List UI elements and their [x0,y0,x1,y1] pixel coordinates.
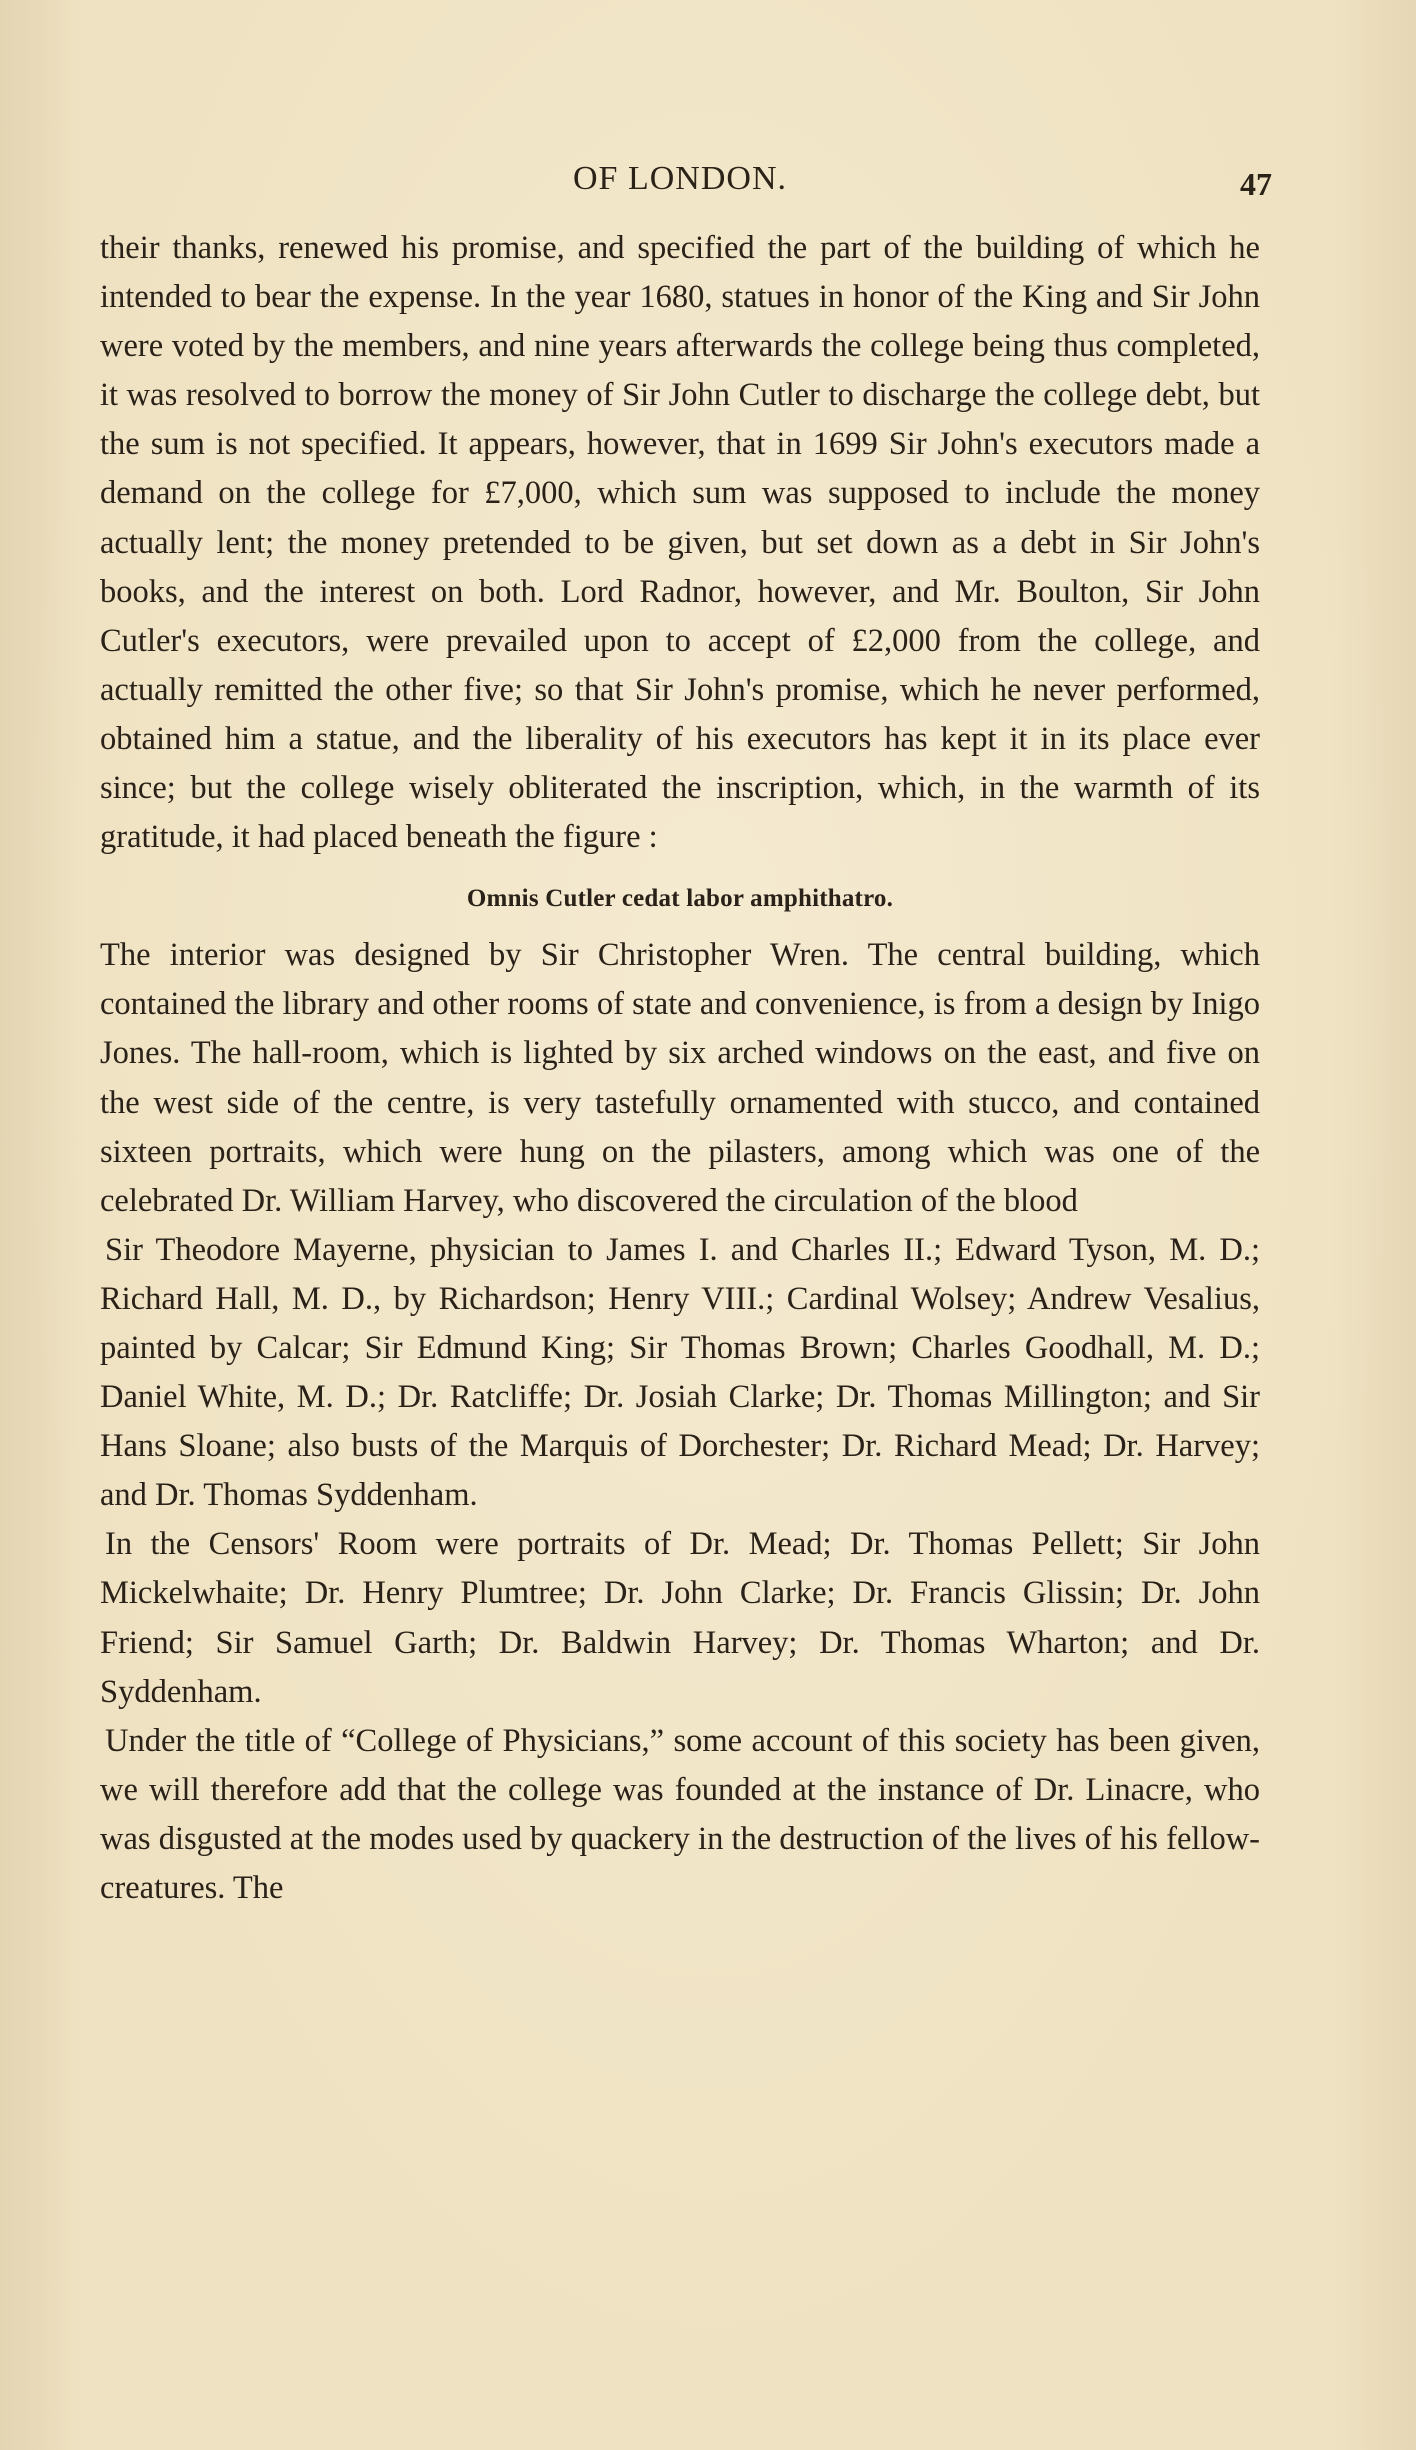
paragraph-1: their thanks, renewed his promise, and specified the part of the building of which he intended to bear the expense. In the year 1680, statues in honor of the King and Sir John were voted by the members, and nine years afterwards the college being thus completed, it was resolved to borrow the money of Sir John Cutler to discharge the college debt, but the sum is not specified. It appears, however, that in 1699 Sir John's executors made a demand on the college for £7,000, which sum was supposed to include the money actually lent; the money pretended to be given, but set down as a debt in Sir John's books, and the interest on both. Lord Radnor, however, and Mr. Boulton, Sir John Cutler's executors, were prevailed upon to accept of £2,000 from the college, and actually remitted the other five; so that Sir John's promise, which he never performed, obtained him a statue, and the liberality of his executors has kept it in its place ever since; but the college wisely obliterated the inscription, which, in the warmth of its gratitude, it had placed beneath the figure : [100,230,1260,856]
paragraph-3: Sir Theodore Mayerne, physician to James I. and Charles II.; Edward Tyson, M. D.; Richard Hall, M. D., by Richardson; Henry VIII.; Cardinal Wolsey; Andrew Vesalius, painted by Calcar; Sir Edmund King; Sir Thomas Brown; Charles Goodhall, M. D.; Daniel White, M. D.; Dr. Ratcliffe; Dr. Josiah Clarke; Dr. Thomas Millington; and Sir Hans Sloane; also busts of the Marquis of Dorchester; Dr. Richard Mead; Dr. Harvey; and Dr. Thomas Syddenham. [100,1231,1260,1514]
paragraph-2: The interior was designed by Sir Christopher Wren. The central building, which contained the library and other rooms of state and convenience, is from a design by Inigo Jones. The hall-room, which is lighted by six arched windows on the east, and five on the west side of the centre, is very tastefully ornamented with stucco, and contained sixteen portraits, which were hung on the pilasters, among which was one of the celebrated Dr. William Harvey, who discovered the circulation of the blood [100,937,1260,1219]
latin-inscription: Omnis Cutler cedat labor amphithatro. [466,885,894,913]
running-head: OF LONDON. [573,160,787,197]
page-number: 47 [1240,166,1272,202]
body-text [100,224,1260,1913]
paragraph-4: In the Censors' Room were portraits of Dr. Mead; Dr. Thomas Pellett; Sir John Mickelwhaite; Dr. Henry Plumtree; Dr. John Clarke; Dr. Francis Glissin; Dr. John Friend; Sir Samuel Garth; Dr. Baldwin Harvey; Dr. Thomas Wharton; and Dr. Syddenham. [100,1526,1260,1710]
paragraph-5: Under the title of “College of Physicians,” some account of this society has been given, we will therefore add that the college was founded at the instance of Dr. Linacre, who was disgusted at the modes used by quackery in the destruction of the lives of his fellow-creatures. The [100,1722,1260,1906]
page-header [100,160,1272,206]
